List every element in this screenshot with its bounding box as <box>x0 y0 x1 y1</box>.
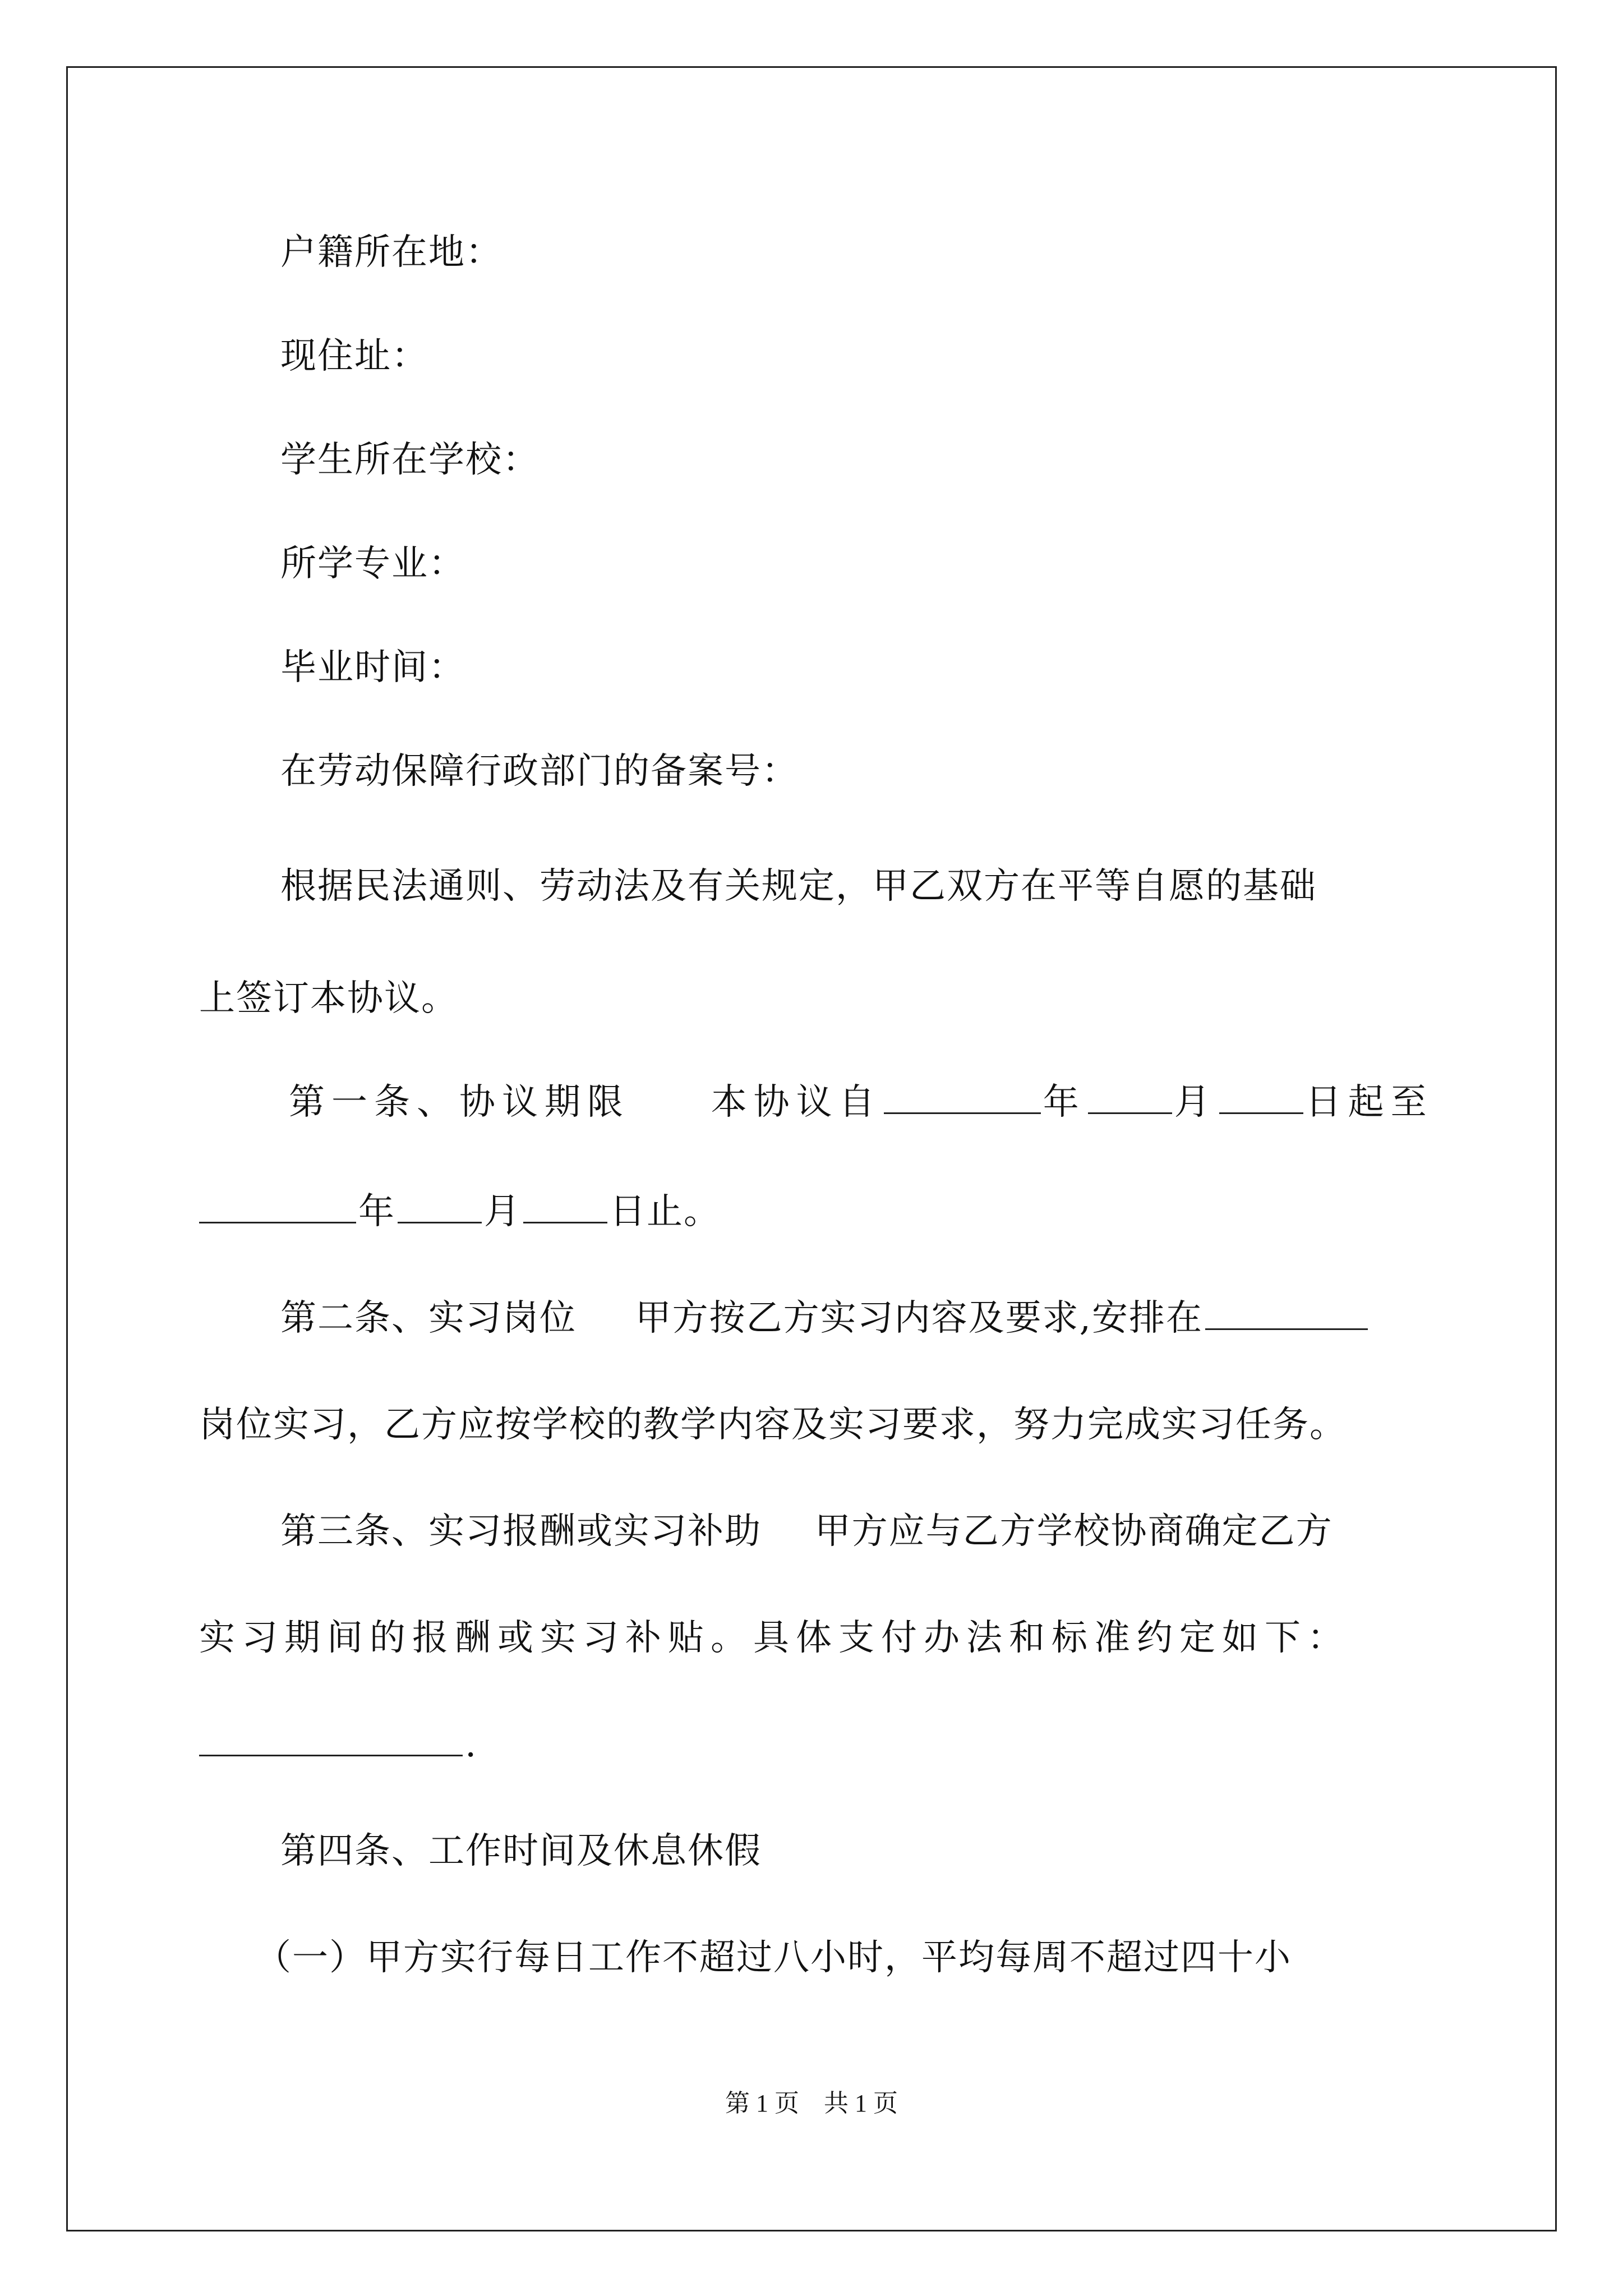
page-border <box>66 66 1557 2231</box>
blank-payment-terms <box>199 1723 463 1756</box>
article-3-text: 甲方应与乙方学校协商确定乙方 <box>814 1511 1333 1552</box>
article-2-heading: 第二条、实习岗位 <box>280 1297 577 1339</box>
article-2-line-1 <box>280 1296 1370 1341</box>
intro-line-1: 根据民法通则、劳动法及有关规定，甲乙双方在平等自愿的基础 <box>280 866 1317 907</box>
day-to-label: 日止。 <box>610 1191 721 1232</box>
field-major: 所学专业： <box>280 543 465 585</box>
field-graduation-time: 毕业时间： <box>280 647 465 688</box>
blank-position <box>1205 1297 1368 1330</box>
blank-end-month <box>398 1190 482 1223</box>
blank-start-day <box>1219 1081 1303 1114</box>
article-2-text: 甲方按乙方实习内容及要求,安排在 <box>635 1297 1204 1339</box>
year-label-2: 年 <box>358 1191 395 1232</box>
intro-line-2: 上签订本协议。 <box>199 978 458 1019</box>
article-1-text: 本协议自 <box>711 1082 882 1123</box>
article-3-line-3 <box>199 1722 477 1767</box>
article-1-line-1 <box>289 1080 1433 1125</box>
day-from-label: 日起至 <box>1305 1082 1433 1123</box>
article-4-heading: 第四条、工作时间及休息休假 <box>280 1830 762 1872</box>
field-filing-number: 在劳动保障行政部门的备案号： <box>280 751 799 792</box>
article-2-line-2: 岗位实习，乙方应按学校的教学内容及实习要求，努力完成实习任务。 <box>199 1404 1347 1446</box>
month-label-2: 月 <box>484 1191 521 1232</box>
blank-start-month <box>1088 1081 1172 1114</box>
field-student-school: 学生所在学校： <box>280 439 540 481</box>
blank-end-day <box>523 1190 607 1223</box>
month-label: 月 <box>1174 1082 1217 1123</box>
field-current-address: 现住址： <box>280 335 428 377</box>
article-1-line-2 <box>199 1189 721 1234</box>
article-3-line-2: 实习期间的报酬或实习补贴。具体支付办法和标准约定如下： <box>199 1617 1350 1659</box>
article-4-item-1: （一）甲方实行每日工作不超过八小时，平均每周不超过四十小 <box>255 1937 1292 1978</box>
article-3-heading: 第三条、实习报酬或实习补助 <box>280 1511 762 1552</box>
article-3-line-1 <box>280 1509 1333 1554</box>
blank-start-year <box>884 1081 1041 1114</box>
article-1-heading: 第一条、协议期限 <box>289 1082 630 1123</box>
line-end-period: . <box>465 1724 478 1765</box>
blank-end-year <box>199 1190 356 1223</box>
page-number-footer: 第 1 页 共 1 页 <box>725 2090 898 2117</box>
year-label: 年 <box>1043 1082 1086 1123</box>
field-household-registration: 户籍所在地： <box>280 232 502 273</box>
